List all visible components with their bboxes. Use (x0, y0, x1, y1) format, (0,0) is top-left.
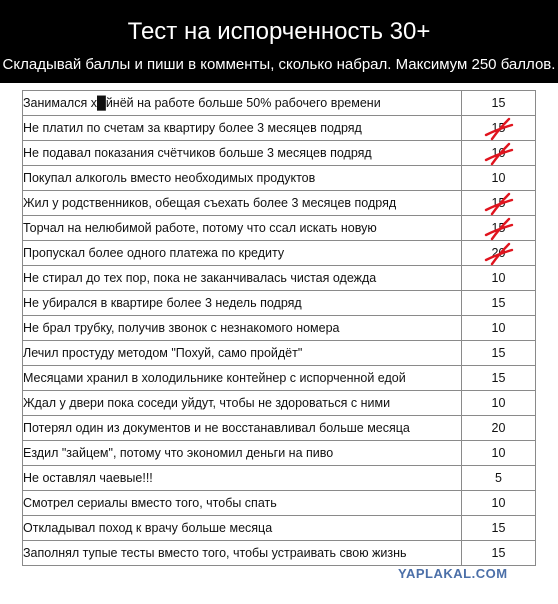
header-banner (0, 0, 558, 83)
table-row (23, 191, 536, 216)
statement-cell: Лечил простуду методом "Похуй, само пройдёт" (23, 341, 462, 366)
statement-cell: Ездил "зайцем", потому что экономил деньги на пиво (23, 441, 462, 466)
points-cell (462, 191, 536, 216)
table-row (23, 341, 536, 366)
points-cell (462, 91, 536, 116)
points-value: 10 (491, 271, 506, 285)
statement-cell: Пропускал более одного платежа по кредиту (23, 241, 462, 266)
statement-cell: Заполнял тупые тесты вместо того, чтобы устраивать свою жизнь (23, 541, 462, 566)
quiz-title: Тест на испорченность 30+ (127, 18, 431, 45)
statement-cell: Не платил по счетам за квартиру более 3 месяцев подряд (23, 116, 462, 141)
table-row (23, 91, 536, 116)
points-value: 15 (491, 221, 506, 235)
points-value: 10 (491, 171, 506, 185)
table-row (23, 391, 536, 416)
statement-cell: Не стирал до тех пор, пока не заканчивалась чистая одежда (23, 266, 462, 291)
points-cell (462, 216, 536, 241)
table-row (23, 316, 536, 341)
points-value: 15 (491, 546, 506, 560)
points-cell (462, 166, 536, 191)
table-row (23, 141, 536, 166)
statement-cell: Не убирался в квартире более 3 недель подряд (23, 291, 462, 316)
points-cell (462, 366, 536, 391)
points-cell (462, 516, 536, 541)
points-value: 5 (495, 471, 502, 485)
table-row (23, 491, 536, 516)
points-value: 10 (491, 496, 506, 510)
quiz-subtitle: Складывай баллы и пиши в комменты, сколько набрал. Максимум 250 баллов. (2, 56, 556, 73)
points-cell (462, 141, 536, 166)
points-value: 10 (491, 146, 506, 160)
statement-cell: Потерял один из документов и не восстанавливал больше месяца (23, 416, 462, 441)
table-row (23, 216, 536, 241)
table-row (23, 166, 536, 191)
points-value: 20 (491, 246, 506, 260)
statement-cell: Жил у родственников, обещая съехать более 3 месяцев подряд (23, 191, 462, 216)
points-cell (462, 241, 536, 266)
statement-cell: Не подавал показания счётчиков больше 3 месяцев подряд (23, 141, 462, 166)
points-value: 15 (491, 521, 506, 535)
points-value: 15 (491, 196, 506, 210)
points-value: 15 (491, 121, 506, 135)
table-row (23, 416, 536, 441)
table-row (23, 466, 536, 491)
points-cell (462, 416, 536, 441)
table-row (23, 366, 536, 391)
table-row (23, 116, 536, 141)
points-value: 10 (491, 396, 506, 410)
table-row (23, 516, 536, 541)
points-cell (462, 441, 536, 466)
points-cell (462, 341, 536, 366)
statement-cell: Месяцами хранил в холодильнике контейнер с испорченной едой (23, 366, 462, 391)
points-cell (462, 491, 536, 516)
statement-cell: Покупал алкоголь вместо необходимых продуктов (23, 166, 462, 191)
points-cell (462, 291, 536, 316)
points-value: 15 (491, 371, 506, 385)
points-value: 15 (491, 296, 506, 310)
points-value: 20 (491, 421, 506, 435)
points-cell (462, 391, 536, 416)
statement-cell: Откладывал поход к врачу больше месяца (23, 516, 462, 541)
table-row (23, 441, 536, 466)
points-cell (462, 116, 536, 141)
watermark: YAPLAKAL.COM (398, 566, 508, 581)
points-cell (462, 466, 536, 491)
table-row (23, 541, 536, 566)
points-cell (462, 541, 536, 566)
statement-cell: Не брал трубку, получив звонок с незнакомого номера (23, 316, 462, 341)
points-value: 10 (491, 321, 506, 335)
points-value: 10 (491, 446, 506, 460)
points-value: 15 (491, 96, 506, 110)
table-row (23, 291, 536, 316)
statement-cell: Не оставлял чаевые!!! (23, 466, 462, 491)
statement-cell: Торчал на нелюбимой работе, потому что ссал искать новую (23, 216, 462, 241)
points-cell (462, 266, 536, 291)
statement-cell: Ждал у двери пока соседи уйдут, чтобы не здороваться с ними (23, 391, 462, 416)
statement-cell: Занимался х█йнёй на работе больше 50% рабочего времени (23, 91, 462, 116)
table-row (23, 241, 536, 266)
statement-cell: Смотрел сериалы вместо того, чтобы спать (23, 491, 462, 516)
quiz-table (22, 90, 536, 566)
table-row (23, 266, 536, 291)
points-cell (462, 316, 536, 341)
points-value: 15 (491, 346, 506, 360)
